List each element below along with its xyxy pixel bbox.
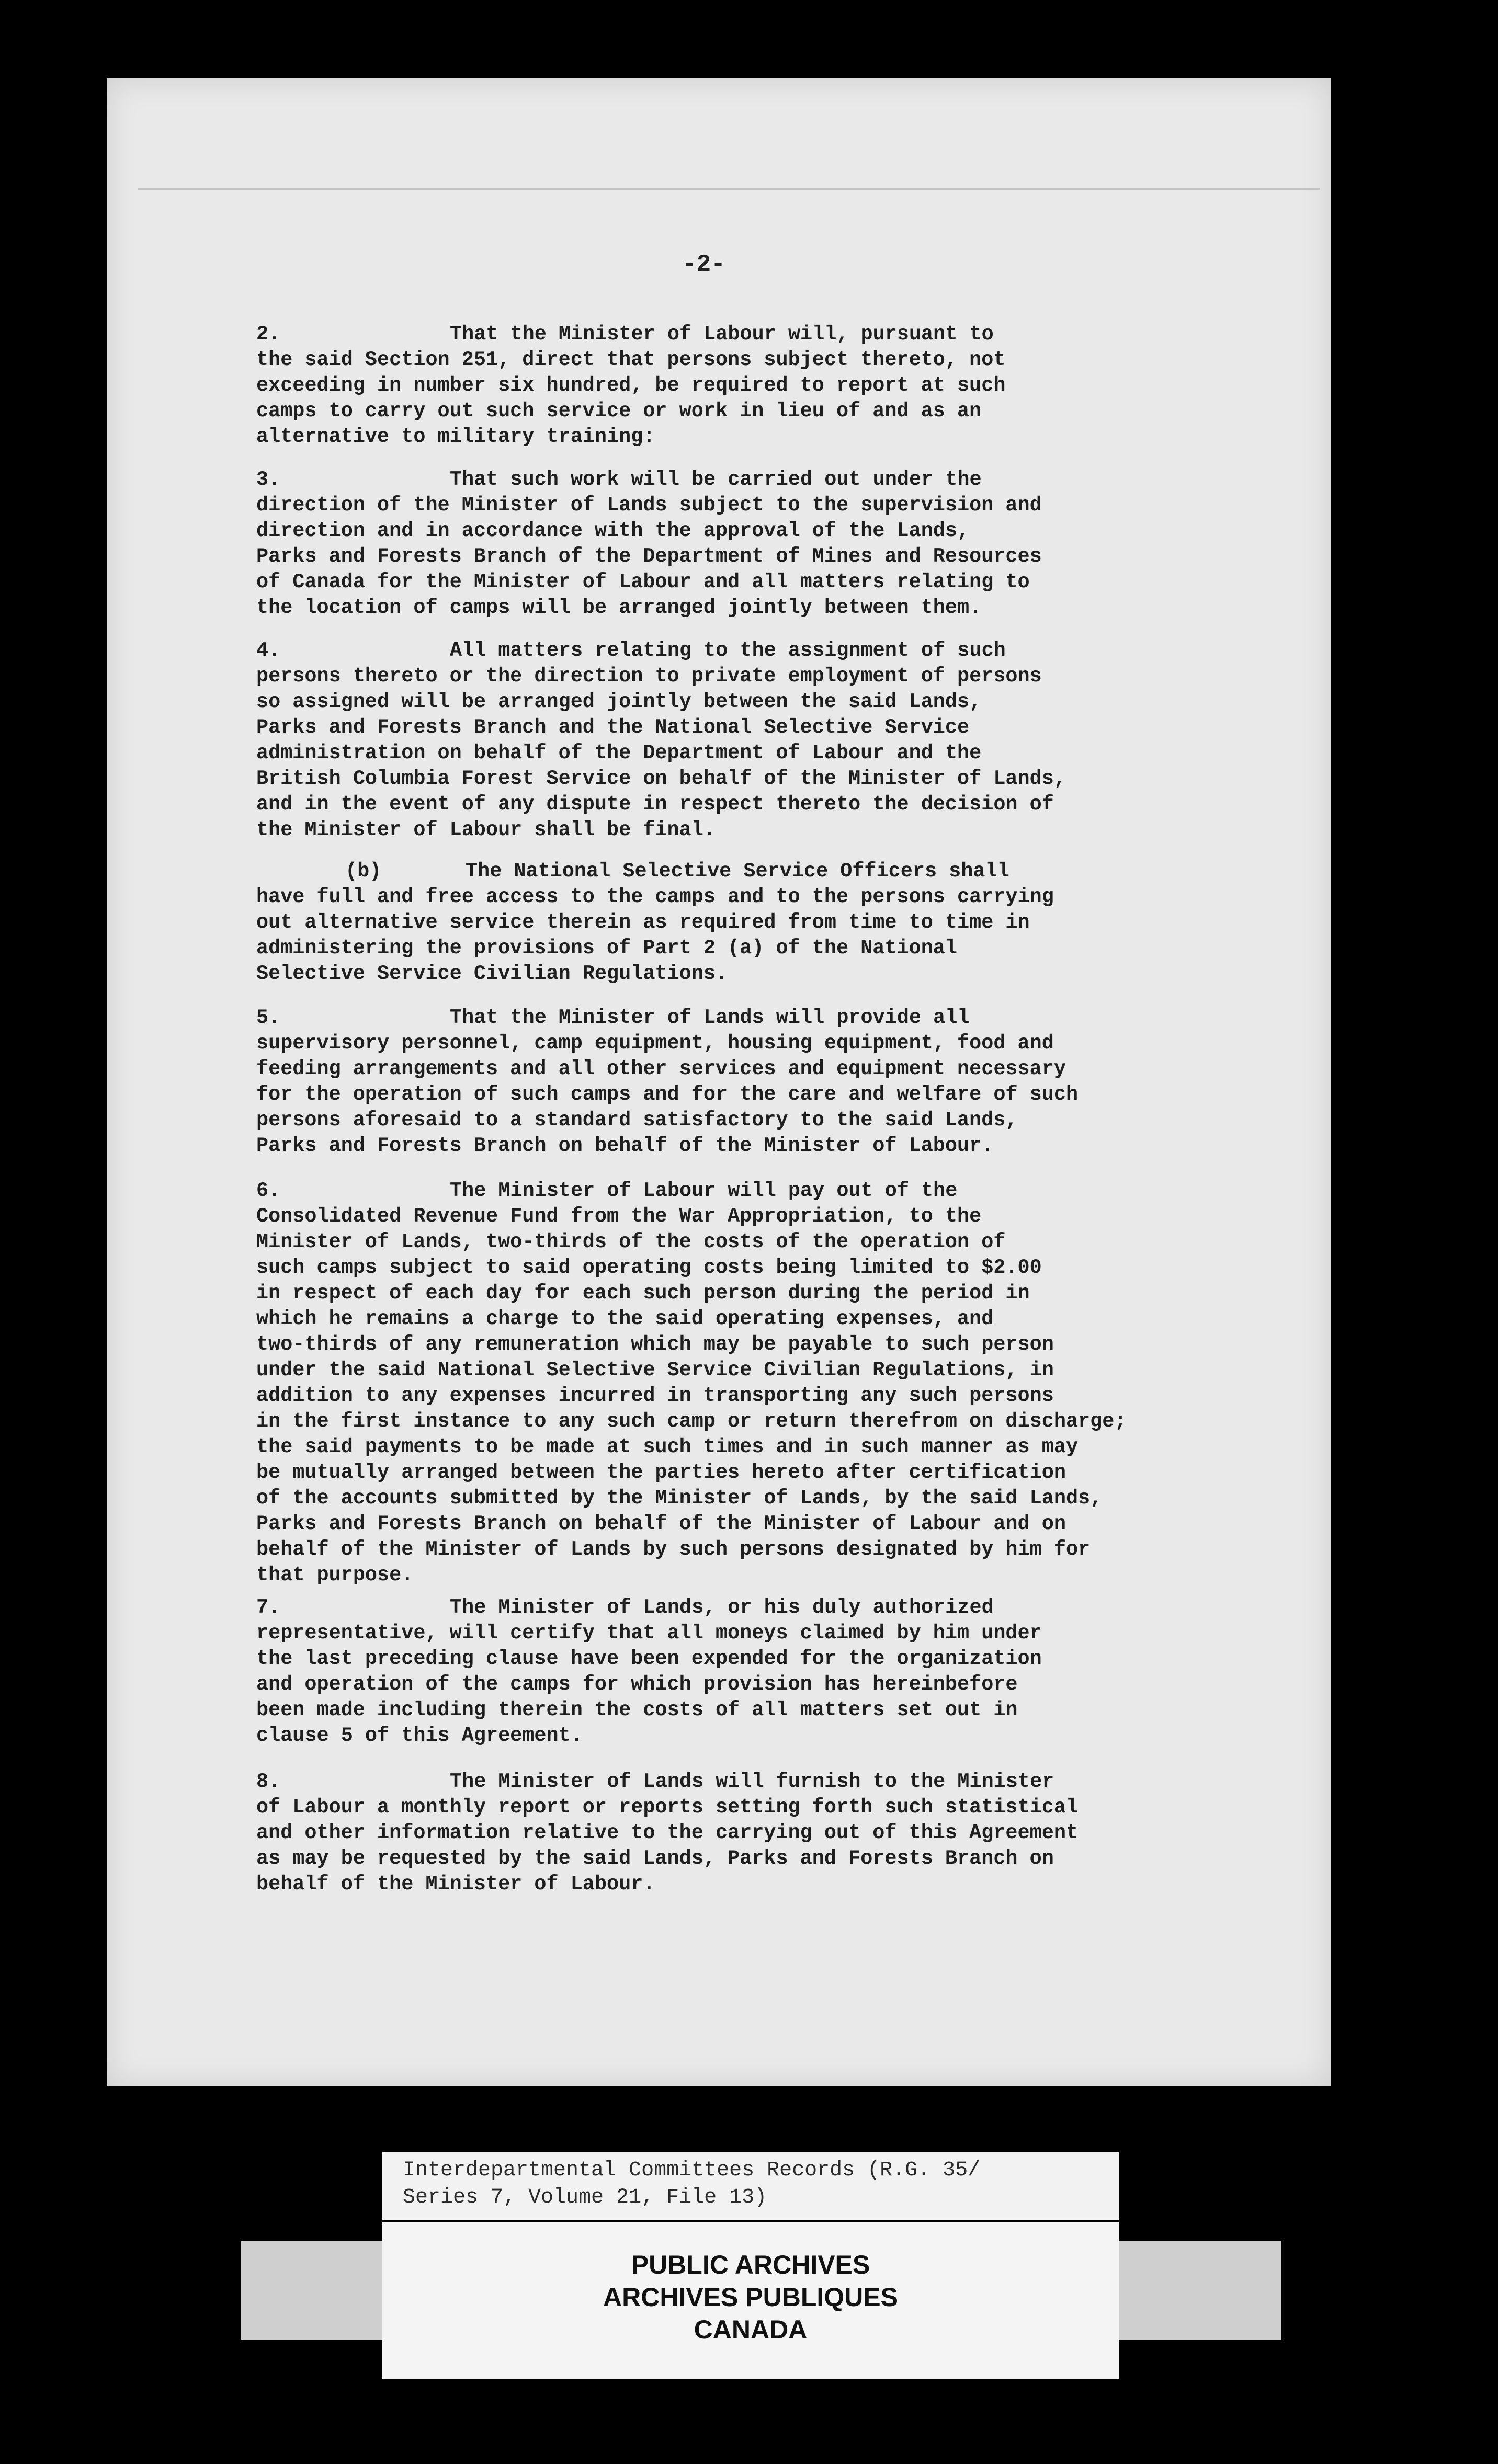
clause-line: addition to any expenses incurred in transporting any such persons xyxy=(256,1384,1054,1407)
clause-line: The Minister of Labour will pay out of the xyxy=(450,1179,958,1202)
clause-line: That such work will be carried out under the xyxy=(450,468,982,491)
clause-line: behalf of the Minister of Labour. xyxy=(256,1873,655,1896)
clause-6 xyxy=(256,1178,1219,1588)
clause-line: alternative to military training: xyxy=(256,425,655,448)
clause-line: supervisory personnel, camp equipment, housing equipment, food and xyxy=(256,1032,1054,1055)
clause-number: 6. xyxy=(256,1179,281,1202)
page-top-rule xyxy=(138,188,1320,190)
clause-4b xyxy=(256,859,1219,987)
archive-stamp-line: CANADA xyxy=(694,2315,808,2344)
clause-line: as may be requested by the said Lands, Parks and Forests Branch on xyxy=(256,1847,1054,1870)
clause-line: Parks and Forests Branch of the Department of Mines and Resources xyxy=(256,545,1042,568)
clause-line: direction and in accordance with the approval of the Lands, xyxy=(256,519,970,542)
clause-line: administration on behalf of the Department of Labour and the xyxy=(256,742,982,765)
archive-stamp xyxy=(382,2222,1119,2379)
clause-line: and operation of the camps for which provision has hereinbefore xyxy=(256,1673,1018,1696)
clause-line: behalf of the Minister of Lands by such persons designated by him for xyxy=(256,1538,1091,1561)
clause-line: the location of camps will be arranged jointly between them. xyxy=(256,596,982,619)
clause-line: The National Selective Service Officers shall xyxy=(466,860,1009,883)
clause-line: administering the provisions of Part 2 (a) of the National xyxy=(256,937,958,960)
clause-line: clause 5 of this Agreement. xyxy=(256,1724,583,1747)
archive-label-line: Series 7, Volume 21, File 13) xyxy=(403,2186,767,2209)
clause-line: which he remains a charge to the said operating expenses, and xyxy=(256,1307,994,1330)
clause-line: that purpose. xyxy=(256,1564,414,1587)
clause-line: representative, will certify that all moneys claimed by him under xyxy=(256,1622,1042,1645)
clause-line: The Minister of Lands will furnish to the Minister xyxy=(450,1770,1054,1793)
clause-line: be mutually arranged between the parties hereto after certification xyxy=(256,1461,1066,1484)
clause-line: for the operation of such camps and for the care and welfare of such xyxy=(256,1083,1079,1106)
clause-line: have full and free access to the camps and to the persons carrying xyxy=(256,885,1054,908)
clause-3 xyxy=(256,467,1219,621)
clause-7 xyxy=(256,1595,1219,1749)
clause-line: Consolidated Revenue Fund from the War Appropriation, to the xyxy=(256,1205,982,1228)
clause-4 xyxy=(256,638,1219,843)
clause-line: exceeding in number six hundred, be required to report at such xyxy=(256,374,1006,397)
clause-line: under the said National Selective Service Civilian Regulations, in xyxy=(256,1359,1054,1382)
page-number: -2- xyxy=(682,251,725,278)
clause-line: That the Minister of Lands will provide all xyxy=(450,1006,970,1029)
clause-line: Parks and Forests Branch on behalf of the Minister of Labour and on xyxy=(256,1512,1066,1535)
clause-number: 7. xyxy=(256,1596,281,1619)
clause-line: of Canada for the Minister of Labour and all matters relating to xyxy=(256,571,1030,594)
clause-number: 4. xyxy=(256,639,281,662)
archive-label-line: Interdepartmental Committees Records (R.G. 35/ xyxy=(403,2159,981,2182)
clause-number: 8. xyxy=(256,1770,281,1793)
clause-line: of Labour a monthly report or reports setting forth such statistical xyxy=(256,1796,1079,1819)
clause-line: the last preceding clause have been expended for the organization xyxy=(256,1647,1042,1670)
clause-number: 2. xyxy=(256,323,281,346)
clause-number: 5. xyxy=(256,1006,281,1029)
archive-stamp-line: PUBLIC ARCHIVES xyxy=(631,2250,870,2279)
clause-8 xyxy=(256,1769,1219,1897)
clause-line: Minister of Lands, two-thirds of the costs of the operation of xyxy=(256,1230,1006,1253)
clause-line: the said Section 251, direct that persons subject thereto, not xyxy=(256,348,1006,371)
clause-number: 3. xyxy=(256,468,281,491)
clause-line: camps to carry out such service or work in lieu of and as an xyxy=(256,400,982,423)
clause-line: two-thirds of any remuneration which may be payable to such person xyxy=(256,1333,1054,1356)
clause-line: The Minister of Lands, or his duly authorized xyxy=(450,1596,994,1619)
clause-line: the said payments to be made at such times and in such manner as may xyxy=(256,1435,1079,1458)
clause-line: All matters relating to the assignment of such xyxy=(450,639,1006,662)
clause-line: and in the event of any dispute in respect thereto the decision of xyxy=(256,793,1054,816)
clause-line: in respect of each day for each such person during the period in xyxy=(256,1282,1030,1305)
clause-line: out alternative service therein as required from time to time in xyxy=(256,911,1030,934)
clause-line: Selective Service Civilian Regulations. xyxy=(256,962,728,985)
clause-line: feeding arrangements and all other services and equipment necessary xyxy=(256,1057,1066,1080)
archive-reference-label xyxy=(382,2152,1119,2220)
clause-line: Parks and Forests Branch on behalf of the Minister of Labour. xyxy=(256,1134,994,1157)
clause-line: of the accounts submitted by the Minister of Lands, by the said Lands, xyxy=(256,1487,1103,1510)
clause-line: persons aforesaid to a standard satisfactory to the said Lands, xyxy=(256,1109,1018,1132)
clause-line: British Columbia Forest Service on behalf of the Minister of Lands, xyxy=(256,767,1066,790)
clause-line: so assigned will be arranged jointly between the said Lands, xyxy=(256,690,982,713)
clause-line: That the Minister of Labour will, pursuant to xyxy=(450,323,994,346)
clause-line: been made including therein the costs of all matters set out in xyxy=(256,1698,1018,1721)
clause-line: persons thereto or the direction to private employment of persons xyxy=(256,665,1042,688)
clause-line: in the first instance to any such camp or return therefrom on discharge; xyxy=(256,1410,1127,1433)
clause-line: Parks and Forests Branch and the National Selective Service xyxy=(256,716,970,739)
clause-line: such camps subject to said operating costs being limited to $2.00 xyxy=(256,1256,1042,1279)
clause-line: the Minister of Labour shall be final. xyxy=(256,818,716,841)
clause-line: direction of the Minister of Lands subject to the supervision and xyxy=(256,494,1042,517)
clause-line: and other information relative to the carrying out of this Agreement xyxy=(256,1821,1079,1844)
archive-stamp-line: ARCHIVES PUBLIQUES xyxy=(603,2283,898,2312)
clause-2 xyxy=(256,322,1219,450)
clause-5 xyxy=(256,1005,1219,1159)
clause-number: (b) xyxy=(345,860,382,883)
